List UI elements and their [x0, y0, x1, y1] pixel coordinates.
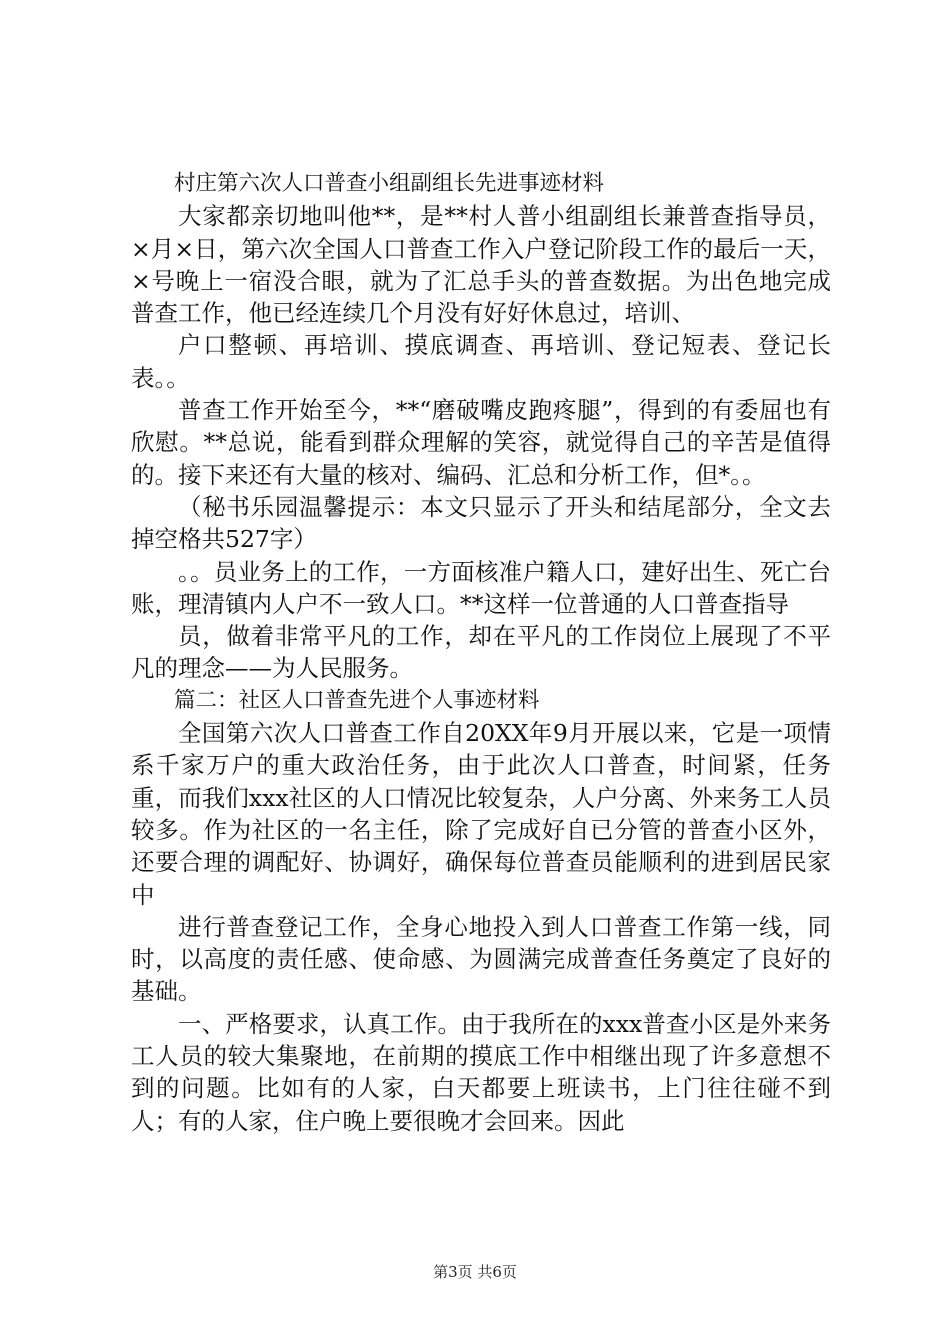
section-heading: 篇二：社区人口普查先进个人事迹材料: [174, 687, 540, 713]
paragraph: 。。员业务上的工作，一方面核准户籍人口，建好出生、死亡台账，理清镇内人户不一致人口。**这样一位普通的人口普查指导: [131, 557, 831, 618]
paragraph: 进行普查登记工作，全身心地投入到人口普查工作第一线，同时，以高度的责任感、使命感、为圆满完成普查任务奠定了良好的基础。: [131, 912, 831, 1006]
paragraph: 户口整顿、再培训、摸底调查、再培训、登记短表、登记长表。。: [131, 331, 831, 392]
paragraph: 全国第六次人口普查工作自20XX年9月开展以来，它是一项情系千家万户的重大政治任务，由于此次人口普查，时间紧，任务重，而我们xxx社区的人口情况比较复杂，人户分离、外来务工人员较多。作为社区的一名主任，除了完成好自已分管的普查小区外，还要合理的调配好、协调好，确保每位普查员能顺利的进到居民家中: [131, 719, 831, 909]
paragraph: 大家都亲切地叫他**，是**村人普小组副组长兼普查指导员，×月×日，第六次全国人口普查工作入户登记阶段工作的最后一天，×号晚上一宿没合眼，就为了汇总手头的普查数据。为出色地完成普查工作，他已经连续几个月没有好好休息过，培训、: [131, 202, 831, 328]
paragraph: 员，做着非常平凡的工作，却在平凡的工作岗位上展现了不平凡的理念——为人民服务。: [131, 622, 831, 683]
paragraph: 一、严格要求，认真工作。由于我所在的xxx普查小区是外来务工人员的较大集聚地，在前期的摸底工作中相继出现了许多意想不到的问题。比如有的人家，白天都要上班读书，上门往往碰不到人；有的人家，住户晚上要很晚才会回来。因此: [131, 1009, 831, 1135]
tip-paragraph: （秘书乐园温馨提示：本文只显示了开头和结尾部分，全文去掉空格共527字）: [131, 492, 831, 554]
document-title: 村庄第六次人口普查小组副组长先进事迹材料: [174, 171, 605, 196]
page-number-footer: 第3页 共6页: [433, 1263, 517, 1281]
paragraph: 普查工作开始至今，**“磨破嘴皮跑疼腿”，得到的有委屈也有欣慰。**总说，能看到群众理解的笑容，就觉得自己的辛苦是值得的。接下来还有大量的核对、编码、汇总和分析工作，但*。。: [131, 396, 831, 489]
document-body: [131, 168, 831, 1137]
